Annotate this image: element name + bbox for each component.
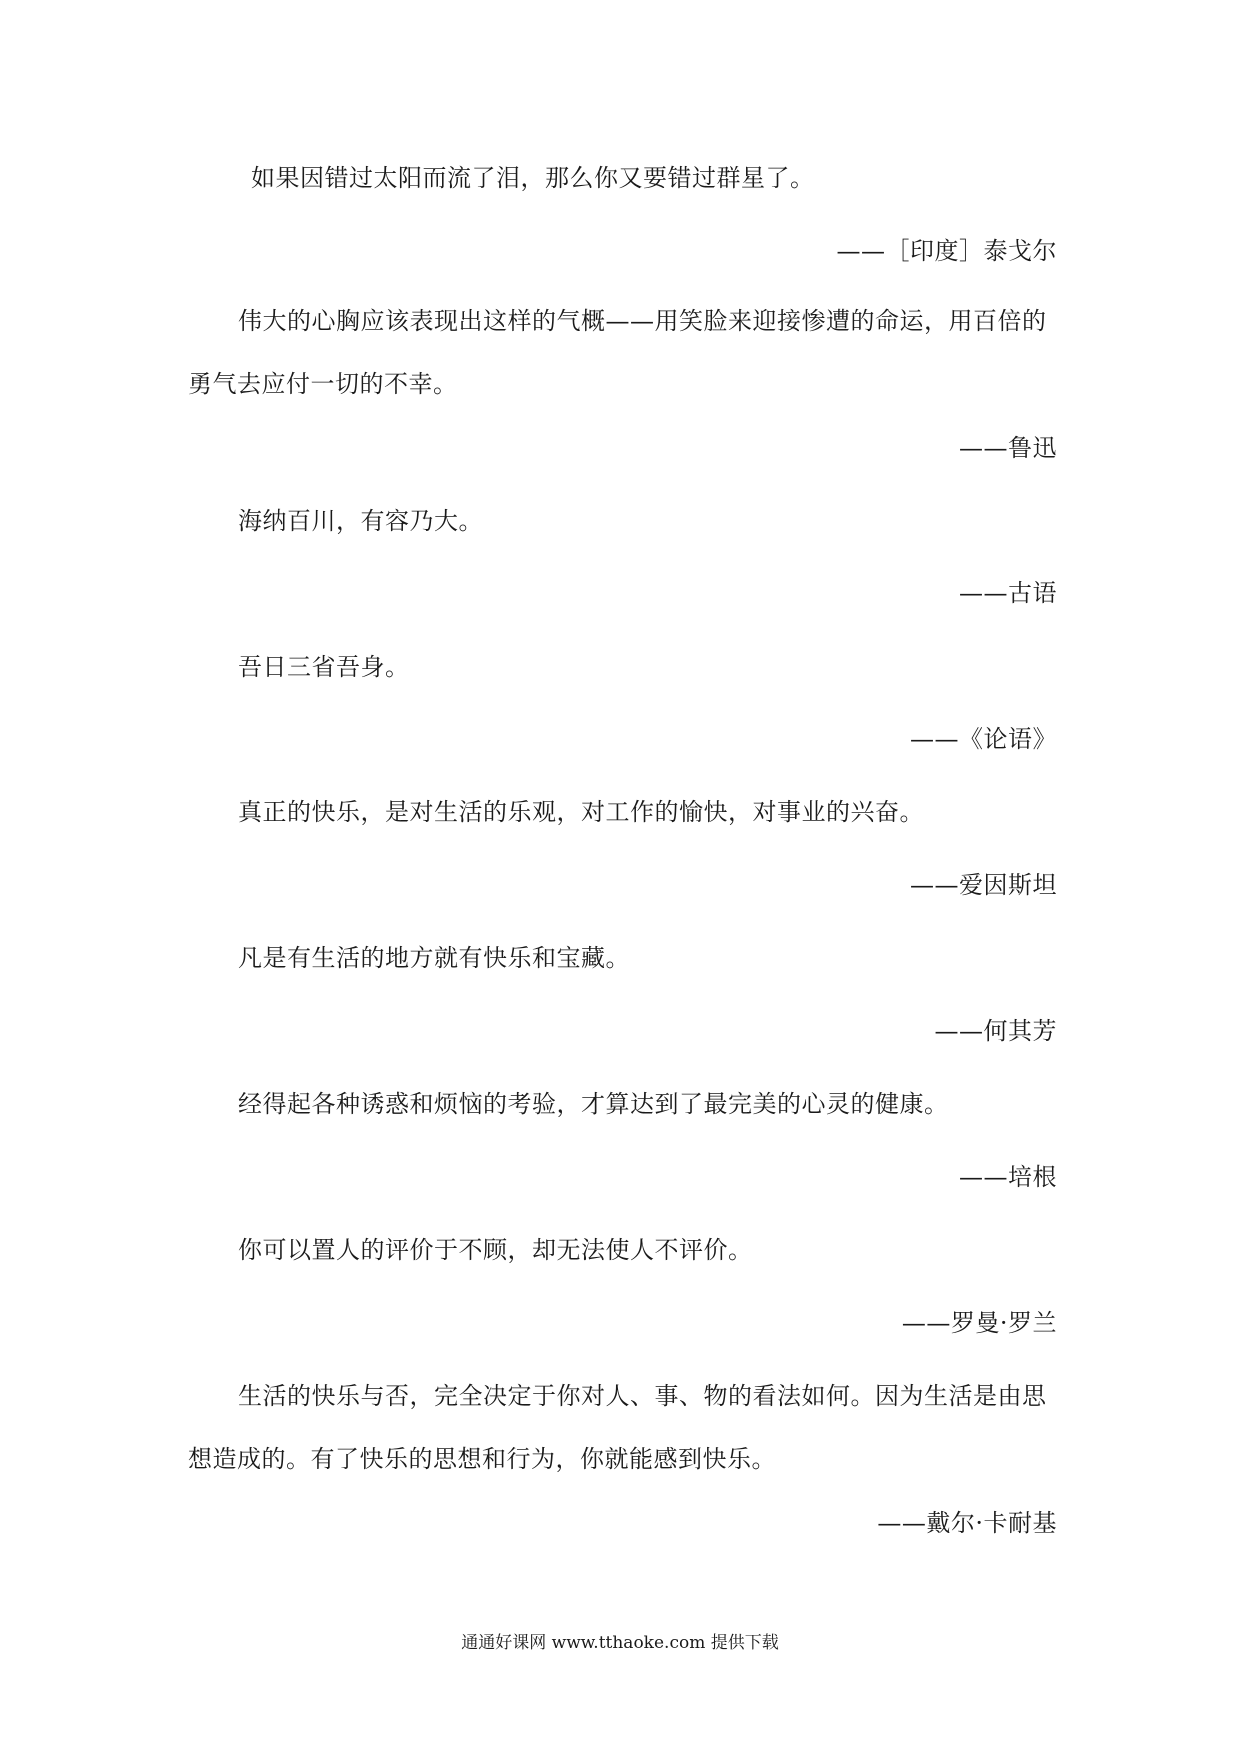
quote-author: ——鲁迅	[959, 434, 1057, 462]
quote-author: ——戴尔·卡耐基	[877, 1509, 1057, 1537]
quote-author: ——古语	[959, 579, 1057, 607]
quote-author: ——《论语》	[910, 725, 1057, 753]
quote-text: 真正的快乐，是对生活的乐观，对工作的愉快，对事业的兴奋。	[238, 798, 924, 826]
quote-text: 凡是有生活的地方就有快乐和宝藏。	[238, 944, 630, 972]
quote-text: 海纳百川，有容乃大。	[238, 507, 483, 535]
quote-text: 你可以置人的评价于不顾，却无法使人不评价。	[238, 1236, 753, 1264]
quote-text: 吾日三省吾身。	[238, 653, 410, 681]
quote-text: 伟大的心胸应该表现出这样的气概——用笑脸来迎接惨遭的命运，用百倍的勇气去应付一切的不幸。	[188, 307, 1047, 398]
quote-author: ——［印度］泰戈尔	[836, 237, 1057, 265]
quote-author: ——罗曼·罗兰	[901, 1309, 1057, 1337]
quote-text: 经得起各种诱惑和烦恼的考验，才算达到了最完美的心灵的健康。	[238, 1090, 949, 1118]
quote-author: ——培根	[959, 1163, 1057, 1191]
quote-text: 如果因错过太阳而流了泪，那么你又要错过群星了。	[251, 164, 815, 192]
quote-author: ——爱因斯坦	[910, 871, 1057, 899]
quote-author: ——何其芳	[934, 1017, 1057, 1045]
quote-text: 生活的快乐与否，完全决定于你对人、事、物的看法如何。因为生活是由思想造成的。有了快乐的思想和行为，你就能感到快乐。	[188, 1382, 1047, 1473]
page-footer: 通通好课网 www.tthaoke.com 提供下载	[461, 1633, 779, 1653]
